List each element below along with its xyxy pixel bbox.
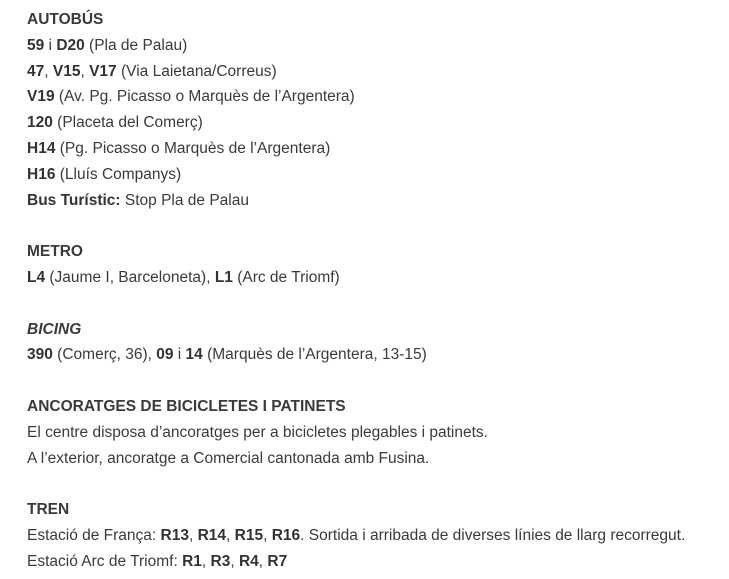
info-line: [27, 549, 729, 575]
info-line: [27, 59, 729, 85]
line-text: A l’exterior, ancoratge a Comercial cantonada amb Fusina.: [27, 449, 430, 467]
line-code: 390: [27, 346, 53, 364]
section-heading: TREN: [27, 501, 70, 519]
info-line: [27, 188, 729, 214]
section-spacer: [27, 213, 729, 239]
section-heading: BICING: [27, 320, 82, 338]
line-code: 47: [27, 62, 45, 80]
section-heading: ANCORATGES DE BICICLETES I PATINETS: [27, 397, 346, 415]
section-bike-parking: [27, 394, 729, 471]
line-text: (Marquès de l’Argentera, 13-15): [202, 346, 427, 364]
line-text: Stop Pla de Palau: [120, 191, 249, 209]
line-text: El centre disposa d’ancoratges per a bicicletes plegables i patinets.: [27, 423, 488, 441]
line-text: Estació de França:: [27, 526, 161, 544]
line-code: R15: [234, 526, 264, 544]
info-line: [27, 110, 729, 136]
line-text: ,: [80, 62, 90, 80]
line-code: V17: [89, 62, 117, 80]
line-code: V19: [27, 88, 55, 106]
section-spacer: [27, 291, 729, 317]
line-code: L4: [27, 268, 46, 286]
info-line: [27, 342, 729, 368]
info-line: [27, 446, 729, 472]
line-text: . Sortida i arribada de diverses línies de llarg recorregut.: [300, 526, 686, 544]
line-code: H16: [27, 165, 56, 183]
line-text: Estació Arc de Triomf:: [27, 552, 183, 570]
section-heading: METRO: [27, 243, 83, 261]
line-code: L1: [214, 268, 233, 286]
line-text: (Jaume I, Barceloneta),: [45, 268, 215, 286]
line-code: R16: [271, 526, 301, 544]
section-bicing: [27, 317, 729, 369]
line-text: ,: [263, 526, 272, 544]
line-code: 59: [27, 36, 45, 54]
line-text: ,: [44, 62, 53, 80]
section-spacer: [27, 368, 729, 394]
line-text: i: [173, 346, 186, 364]
line-text: (Placeta del Comerç): [52, 114, 203, 132]
line-text: (Comerç, 36),: [52, 346, 157, 364]
line-text: ,: [226, 526, 235, 544]
info-line: [27, 33, 729, 59]
line-code: 120: [27, 114, 53, 132]
line-code: Bus Turístic:: [27, 191, 121, 209]
line-code: R14: [197, 526, 227, 544]
line-text: (Via Laietana/Correus): [116, 62, 277, 80]
line-text: ,: [230, 552, 239, 570]
section-train: [27, 497, 729, 574]
section-bus: [27, 7, 729, 213]
line-text: (Pla de Palau): [84, 36, 188, 54]
line-text: ,: [201, 552, 211, 570]
info-line: [27, 84, 729, 110]
line-code: V15: [52, 62, 81, 80]
line-code: R4: [238, 552, 259, 570]
line-code: R13: [160, 526, 189, 544]
line-code: R1: [182, 552, 202, 570]
info-line: [27, 420, 729, 446]
info-line: [27, 265, 729, 291]
line-text: (Av. Pg. Picasso o Marquès de l’Argentera): [54, 88, 355, 106]
line-code: H14: [27, 139, 56, 157]
line-text: ,: [258, 552, 268, 570]
line-code: 09: [156, 346, 174, 364]
section-heading: AUTOBÚS: [27, 11, 104, 28]
info-line: [27, 136, 729, 162]
line-code: R7: [267, 552, 288, 570]
line-text: (Lluís Companys): [55, 165, 182, 183]
line-text: ,: [188, 526, 198, 544]
line-text: (Arc de Triomf): [232, 268, 340, 286]
section-metro: [27, 239, 729, 291]
section-spacer: [27, 471, 729, 497]
line-code: 14: [185, 346, 203, 364]
line-code: R3: [210, 552, 231, 570]
line-text: (Pg. Picasso o Marquès de l’Argentera): [55, 139, 331, 157]
line-text: i: [44, 36, 57, 54]
info-line: [27, 162, 729, 188]
line-code: D20: [56, 36, 85, 54]
info-line: [27, 523, 729, 549]
